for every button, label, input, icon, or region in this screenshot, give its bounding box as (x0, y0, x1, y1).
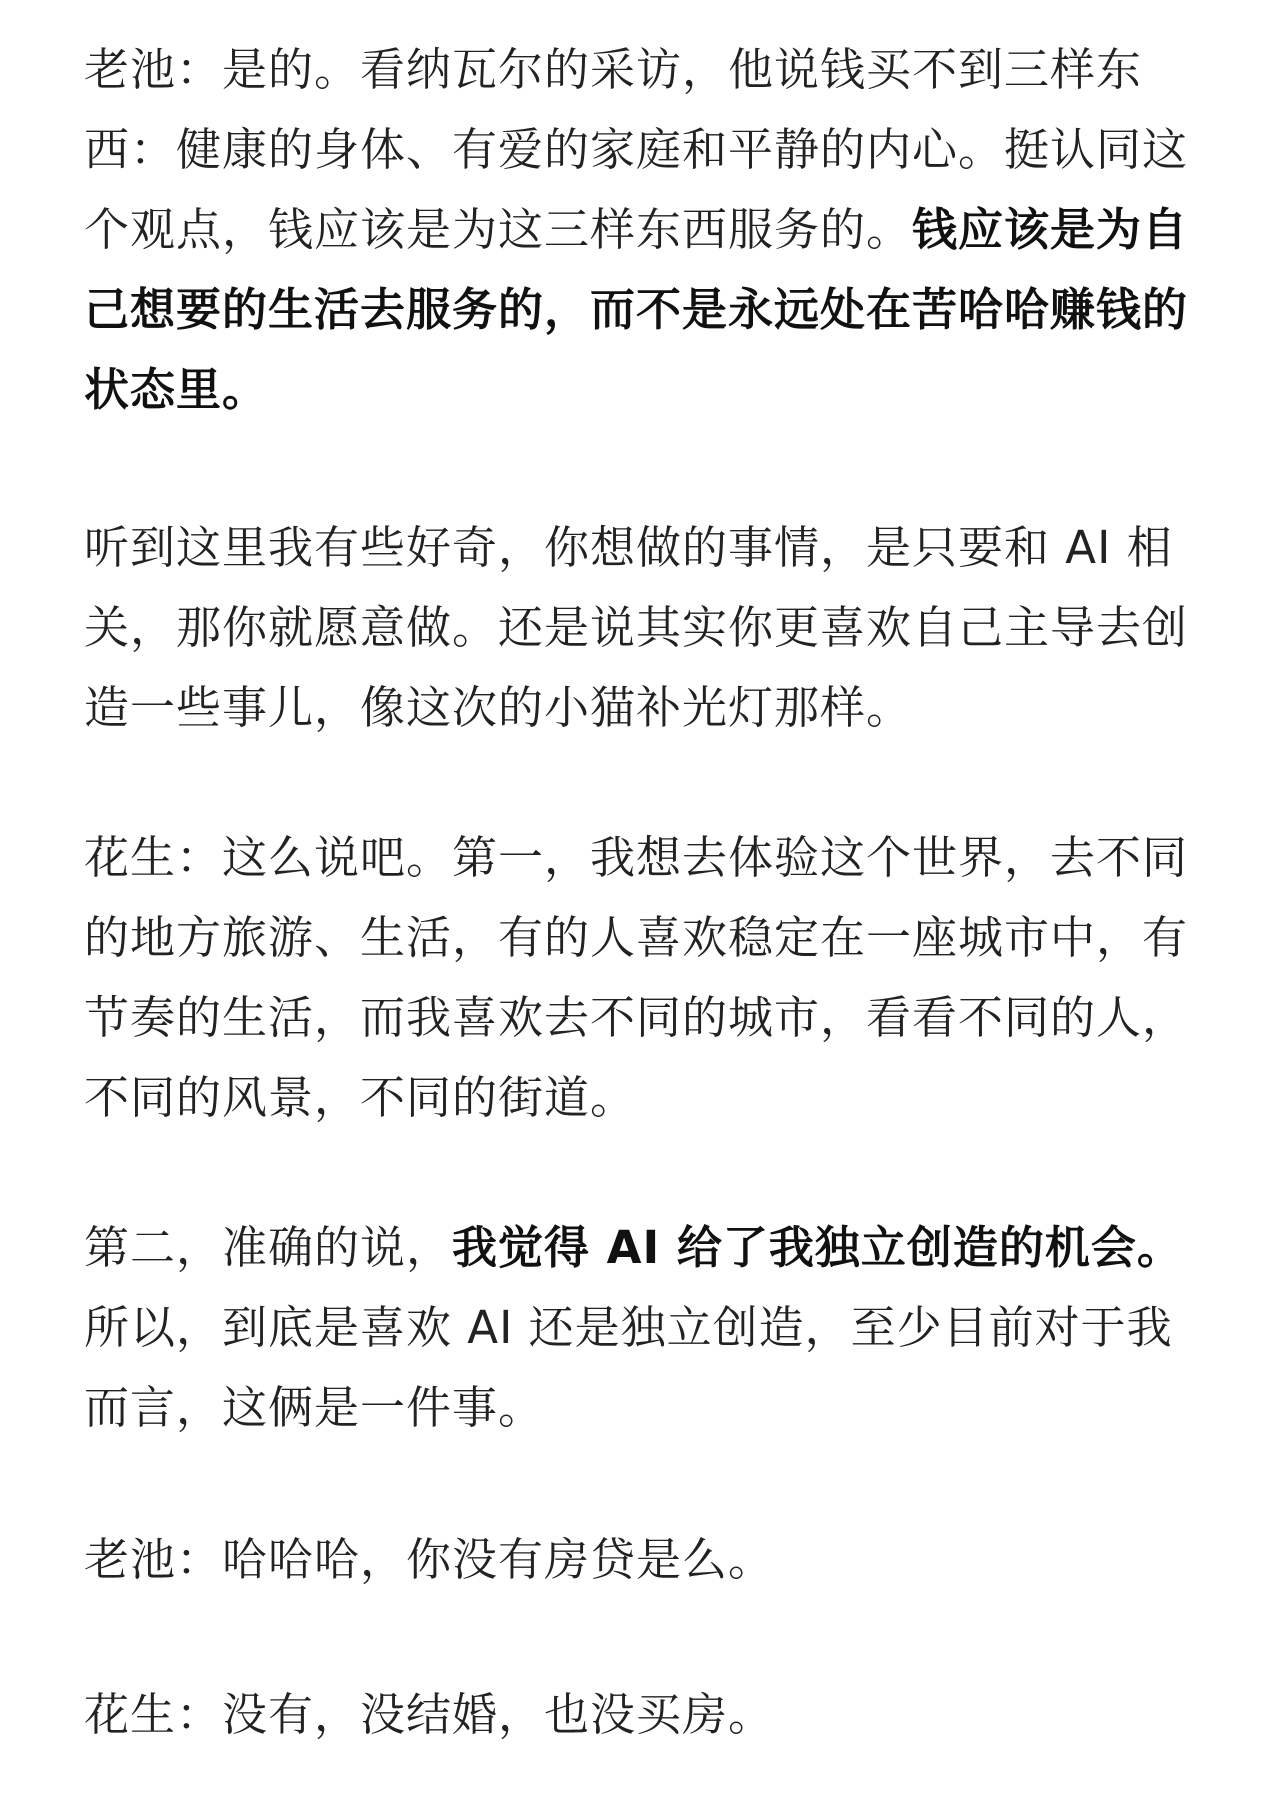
paragraph-2-text: 听到这里我有些好奇，你想做的事情，是只要和 AI 相关，那你就愿意做。还是说其实你更喜欢自己主导去创造一些事儿，像这次的小猫补光灯那样。 (84, 521, 1189, 734)
paragraph-4-text-end: 所以，到底是喜欢 AI 还是独立创造，至少目前对于我而言，这俩是一件事。 (84, 1301, 1173, 1434)
paragraph-3 (84, 818, 1204, 1138)
paragraph-6-text: 花生：没有，没结婚，也没买房。 (84, 1688, 775, 1741)
paragraph-4-bold-text: 我觉得 AI 给了我独立创造的机会。 (452, 1221, 1183, 1274)
paragraph-5 (84, 1520, 1204, 1600)
paragraph-5-text: 老池：哈哈哈，你没有房贷是么。 (84, 1533, 775, 1586)
paragraph-1-bold-text: 钱应该是为自己想要的生活去服务的，而不是永远处在苦哈哈赚钱的状态里。 (84, 203, 1189, 416)
paragraph-4-text-start: 第二，准确的说， (84, 1221, 453, 1274)
paragraph-2 (84, 508, 1204, 748)
paragraph-4 (84, 1208, 1204, 1448)
paragraph-3-text: 花生：这么说吧。第一，我想去体验这个世界，去不同的地方旅游、生活，有的人喜欢稳定在一座城市中，有节奏的生活，而我喜欢去不同的城市，看看不同的人，不同的风景，不同的街道。 (84, 831, 1189, 1124)
paragraph-1 (84, 30, 1204, 430)
paragraph-6 (84, 1675, 1204, 1755)
paragraph-1-text: 老池：是的。看纳瓦尔的采访，他说钱买不到三样东西：健康的身体、有爱的家庭和平静的内心。挺认同这个观点，钱应该是为这三样东西服务的。 (84, 43, 1189, 256)
